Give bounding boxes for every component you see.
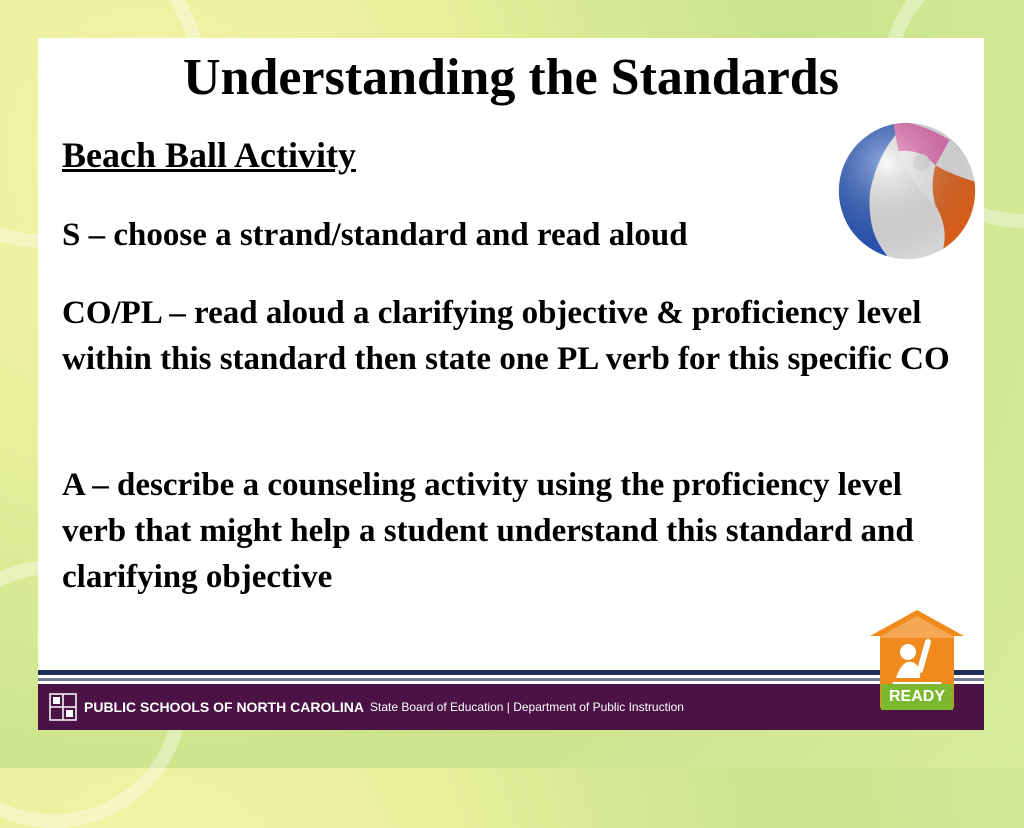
paragraph-a: A – describe a counseling activity using the proficiency level verb that might help a student understand this standard and clarifying objective — [62, 467, 914, 595]
slide-title: Understanding the Standards — [183, 49, 839, 106]
paragraph-s: S – choose a strand/standard and read aloud — [62, 217, 688, 253]
paragraph-co-pl: CO/PL – read aloud a clarifying objective & proficiency level within this standard then state one PL verb for this specific CO — [62, 295, 950, 377]
slide-panel — [38, 38, 984, 730]
nc-seal-icon — [48, 692, 78, 722]
footer-org: PUBLIC SCHOOLS OF NORTH CAROLINA — [84, 699, 364, 715]
beach-ball-icon — [836, 120, 978, 262]
footer-sub: State Board of Education | Department of Public Instruction — [370, 700, 684, 714]
slide-subtitle: Beach Ball Activity — [62, 135, 356, 175]
footer-rule — [38, 670, 984, 675]
ready-label: READY — [881, 684, 953, 710]
footer-bar — [38, 684, 984, 730]
footer-rule — [38, 678, 984, 681]
